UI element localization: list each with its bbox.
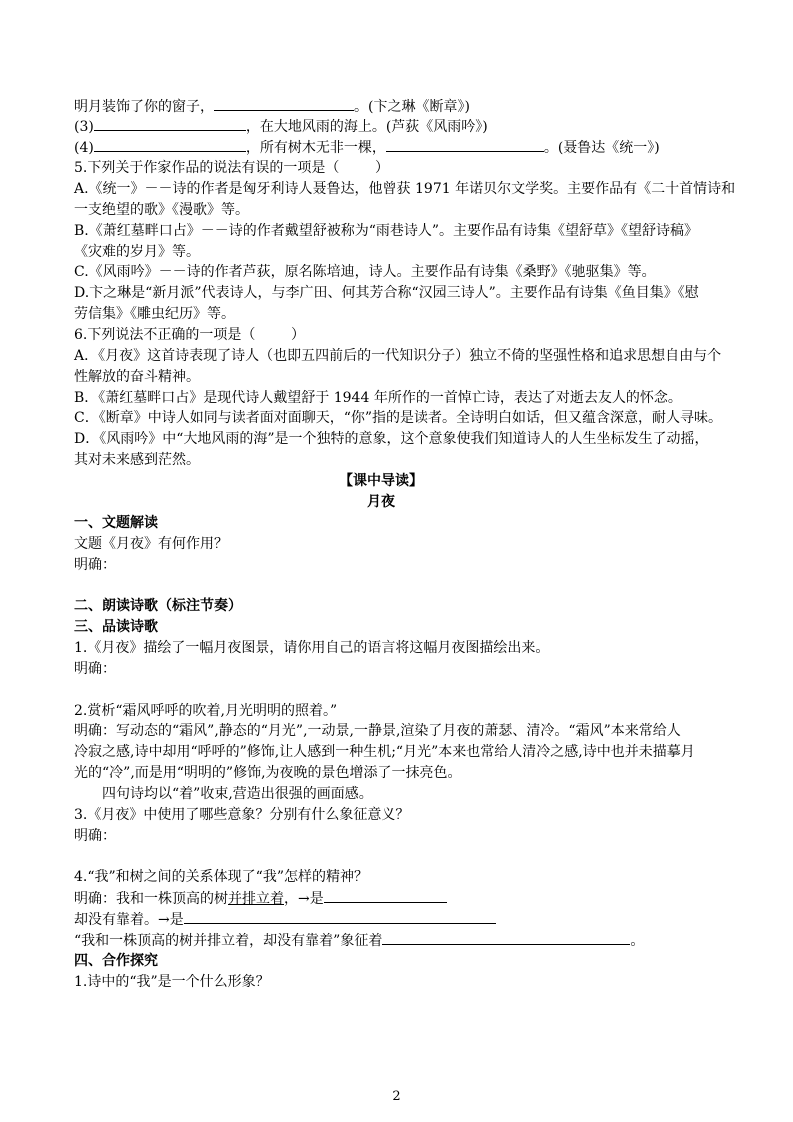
- question-5-option-b-cont: 《灾难的岁月》等。: [74, 243, 200, 260]
- fill-in-item-3: [74, 116, 724, 137]
- question-5-option-a: A.《统一》－－诗的作者是匈牙利诗人聂鲁达，他曾获 1971 年诺贝尔文学奖。主要作品有《二十首情诗和: [74, 181, 736, 198]
- item-number: (3): [74, 119, 94, 136]
- answer-blank: [386, 137, 544, 152]
- page-number: 2: [392, 1089, 401, 1104]
- answer-label: 明确：: [74, 660, 116, 677]
- section-1-heading: 一、文题解读: [74, 514, 158, 531]
- question-5-option-d: D.卞之琳是“新月派”代表诗人，与李广田、何其芳合称“汉园三诗人”。主要作品有诗集《鱼目集》《慰: [74, 285, 699, 302]
- fill-in-text: ，所有树木无非一棵，: [245, 140, 386, 157]
- answer-blank: [94, 116, 246, 131]
- section-4-heading: 四、合作探究: [74, 952, 158, 969]
- answer-blank: [382, 930, 630, 945]
- question-6-option-c: C．《断章》中诗人如同与读者面对面聊天，“你”指的是读者。全诗明白如话，但又蕴含深意，耐人寻味。: [74, 410, 723, 427]
- section-3-question-2: 2.赏析“霜风呼呼的吹着,月光明明的照着。”: [74, 702, 338, 719]
- answer-prefix: 却没有靠着。→是: [74, 912, 184, 929]
- item-number: (4): [74, 140, 94, 157]
- answer-blank: [214, 96, 354, 111]
- question-5-option-b: B.《萧红墓畔口占》－－诗的作者戴望舒被称为“雨巷诗人”。主要作品有诗集《望舒草》《望舒诗稿》: [74, 222, 699, 239]
- question-6-stem: 6.下列说法不正确的一项是（ ）: [74, 327, 305, 344]
- answer-prefix: 明确：我和一株顶高的树: [74, 891, 228, 908]
- section-3-question-1: 1.《月夜》描绘了一幅月夜图景，请你用自己的语言将这幅月夜图描绘出来。: [74, 639, 550, 656]
- fill-in-text: 明月装饰了你的窗子，: [74, 98, 214, 115]
- answer-space: [74, 847, 724, 868]
- answer-space: [74, 680, 724, 701]
- fill-in-line-1: [74, 96, 724, 117]
- question-6-option-d: D．《风雨吟》中“大地风雨的海”是一个独特的意象，这个意象使我们知道诗人的人生坐标发生了动摇，: [74, 431, 709, 448]
- question-6-option-a: A．《月夜》这首诗表现了诗人（也即五四前后的一代知识分子）独立不倚的坚强性格和追求思想自由与个: [74, 347, 722, 364]
- underlined-phrase: 并排立着: [228, 891, 284, 908]
- page-content: [74, 96, 736, 993]
- section-3-question-4: 4.“我”和树之间的关系体现了“我”怎样的精神？: [74, 869, 368, 886]
- fill-in-source: 。(卞之琳《断章》): [354, 98, 470, 115]
- question-5-option-d-cont: 劳信集》《雕虫纪历》等。: [74, 306, 235, 323]
- answer-text: 四句诗均以“着”收束,营造出很强的画面感。: [102, 785, 373, 802]
- answer-space: [74, 575, 724, 596]
- answer-line-1: [74, 888, 724, 909]
- section-3-heading: 三、品读诗歌: [74, 619, 158, 636]
- question-5-option-a-cont: 一支绝望的歌》《漫歌》等。: [74, 201, 249, 218]
- answer-prefix: “我和一株顶高的树并排立着，却没有靠着”象征着: [74, 932, 383, 949]
- answer-suffix: ，→是: [284, 891, 324, 908]
- fill-in-text: ，在大地风雨的海上。(芦荻《风雨吟》): [245, 119, 488, 136]
- answer-text: 光的“冷”,而是用“明明的”修饰,为夜晚的景色增添了一抹亮色。: [74, 765, 462, 782]
- answer-end: 。: [630, 932, 645, 949]
- answer-blank: [184, 909, 496, 924]
- answer-label: 明确：: [74, 827, 116, 844]
- answer-text: 明确：写动态的“霜风”,静态的“月光”,一动景,一静景,渲染了月夜的萧瑟、清冷。“霜风”本来常给人: [74, 723, 681, 740]
- section-2-heading: 二、朗读诗歌（标注节奏）: [74, 598, 242, 615]
- question-5-stem: 5.下列关于作家作品的说法有误的一项是（ ）: [74, 160, 389, 177]
- question-6-option-b: B．《萧红墓畔口占》是现代诗人戴望舒于 1944 年所作的一首悼亡诗，表达了对逝去友人的怀念。: [74, 389, 682, 406]
- guide-heading: 【课中导读】: [339, 473, 423, 490]
- question-6-option-a-cont: 性解放的奋斗精神。: [74, 368, 200, 385]
- answer-line-3: [74, 930, 724, 951]
- fill-in-source: 。(聂鲁达《统一》): [543, 140, 660, 157]
- poem-title: 月夜: [367, 493, 395, 510]
- answer-blank: [324, 888, 447, 903]
- answer-text: 冷寂之感,诗中却用“呼呼的”修饰,让人感到一种生机;“月光”本来也常给人清冷之感,诗中也并未描摹月: [74, 744, 695, 761]
- section-1-question: 文题《月夜》有何作用？: [74, 535, 228, 552]
- answer-label: 明确：: [74, 556, 116, 573]
- question-5-option-c: C.《风雨吟》－－诗的作者芦荻，原名陈培迪，诗人。主要作品有诗集《桑野》《驰驱集》等。: [74, 264, 656, 281]
- answer-blank: [94, 137, 246, 152]
- section-3-question-3: 3.《月夜》中使用了哪些意象？分别有什么象征意义？: [74, 806, 410, 823]
- answer-line-2: [74, 909, 724, 930]
- fill-in-item-4: [74, 137, 724, 158]
- question-6-option-d-cont: 其对未来感到茫然。: [74, 452, 200, 469]
- section-4-question-1: 1.诗中的“我”是一个什么形象？: [74, 973, 270, 990]
